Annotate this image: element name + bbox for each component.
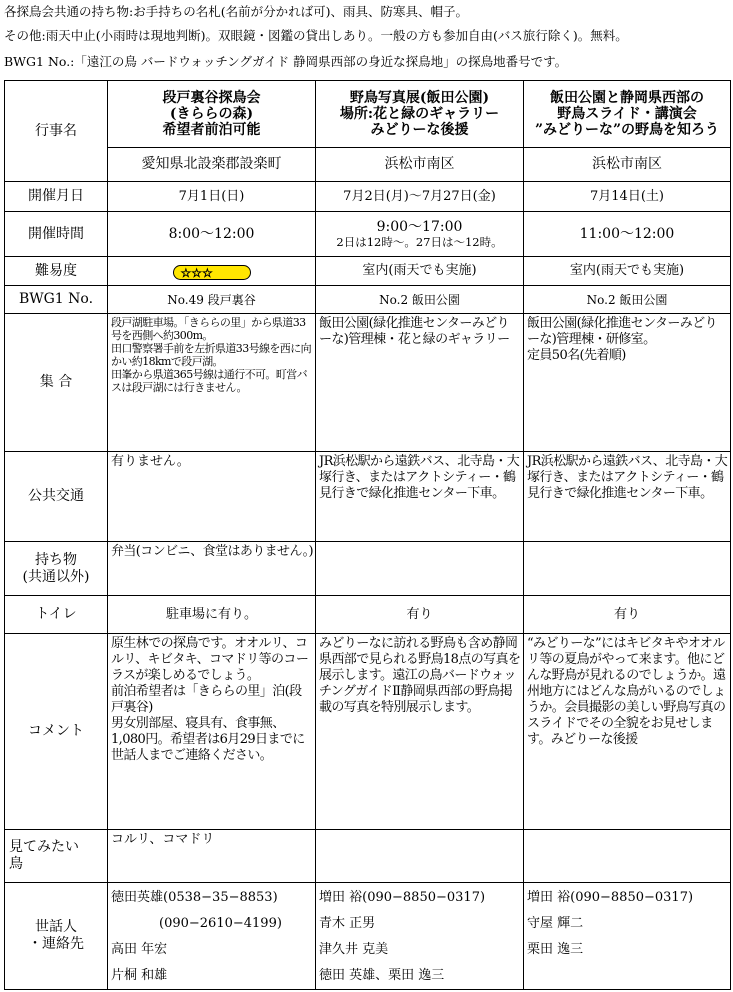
event-transit: 有りません。 [108, 452, 316, 542]
label-items: 持ち物 (共通以外) [5, 542, 108, 596]
event-toilet: 有り [316, 596, 524, 634]
event-title: 飯田公園と静岡県西部の 野鳥スライド・講演会 ”みどりーな”の野鳥を知ろう [524, 81, 731, 148]
event-birds [524, 830, 731, 883]
label-bwg: BWG1 No. [5, 286, 108, 314]
label-transit: 公共交通 [5, 452, 108, 542]
event-comment: “みどりーな”にはキビタキやオオルリ等の夏鳥がやって来ます。他にどんな野鳥が見れるのでしょうか。遠州地方にはどんな鳥がいるのでしょうか。会員撮影の美しい野鳥写真のスライドでその全貌をお見せします。みどりーな後援 [524, 634, 731, 830]
contact-person: 片桐 和雄 [111, 968, 168, 983]
contact-phone: (090−2610−4199) [159, 916, 282, 931]
contact-person: 栗田 逸三 [527, 942, 584, 957]
event-toilet: 有り [524, 596, 731, 634]
event-difficulty [108, 257, 316, 286]
event-items [316, 542, 524, 596]
event-comment: 原生林での探鳥です。オオルリ、コルリ、キビタキ、コマドリ等のコーラスが楽しめるでしょう。 前泊希望者は「きららの里」泊(段戸裏谷) 男女別部屋、寝具有、食事無、1,080円。希望者は6月29日までに世話人までご連絡ください。 [108, 634, 316, 830]
event-difficulty: 室内(雨天でも実施) [524, 257, 731, 286]
label-meeting: 集 合 [5, 314, 108, 452]
contact-person: 青木 正男 [319, 916, 376, 931]
label-toilet: トイレ [5, 596, 108, 634]
event-date: 7月2日(月)〜7月27日(金) [316, 182, 524, 212]
other-info-note: その他:雨天中止(小雨時は現地判断)。双眼鏡・図鑑の貸出しあり。一般の方も参加自由(バス旅行除く)。無料。 [4, 28, 628, 43]
event-meeting: 飯田公園(緑化推進センターみどりーな)管理棟・研修室。 定員50名(先着順) [524, 314, 731, 452]
event-birds [316, 830, 524, 883]
event-title: 段戸裏谷探鳥会 (きららの森) 希望者前泊可能 [108, 81, 316, 148]
event-time: 11:00〜12:00 [524, 212, 731, 257]
contact-person: 津久井 克美 [319, 942, 389, 957]
contact-person: 徳田 英雄、栗田 逸三 [319, 968, 445, 983]
event-location: 愛知県北設楽郡設楽町 [108, 148, 316, 182]
event-time: 9:00〜17:00 2日は12時〜。27日は〜12時。 [316, 212, 524, 257]
event-contacts [108, 883, 316, 990]
label-difficulty: 難易度 [5, 257, 108, 286]
event-difficulty: 室内(雨天でも実施) [316, 257, 524, 286]
event-bwg: No.49 段戸裏谷 [108, 286, 316, 314]
event-items [524, 542, 731, 596]
event-schedule-table [4, 80, 731, 990]
label-contact: 世話人 ・連絡先 [5, 883, 108, 990]
common-items-note: 各探鳥会共通の持ち物:お手持ちの名札(名前が分かれば可)、雨具、防寒具、帽子。 [4, 4, 468, 19]
event-contacts [316, 883, 524, 990]
label-time: 開催時間 [5, 212, 108, 257]
difficulty-stars-badge [173, 265, 251, 280]
event-bwg: No.2 飯田公園 [316, 286, 524, 314]
contact-person: 増田 裕(090−8850−0317) [319, 890, 486, 905]
bwg-number-note: BWG1 No.:「遠江の鳥 バードウォッチングガイド 静岡県西部の身近な探鳥地」の探鳥地番号です。 [4, 54, 568, 69]
event-transit: JR浜松駅から遠鉄バス、北寺島・大塚行き、またはアクトシティー・鶴見行きで緑化推進センター下車。 [316, 452, 524, 542]
event-items: 弁当(コンビニ、食堂はありません。) [108, 542, 316, 596]
event-bwg: No.2 飯田公園 [524, 286, 731, 314]
event-transit: JR浜松駅から遠鉄バス、北寺島・大塚行き、またはアクトシティー・鶴見行きで緑化推進センター下車。 [524, 452, 731, 542]
star-icon: ☆☆☆ [180, 265, 213, 280]
event-date: 7月1日(日) [108, 182, 316, 212]
event-title: 野鳥写真展(飯田公園) 場所:花と緑のギャラリー みどりーな後援 [316, 81, 524, 148]
label-date: 開催月日 [5, 182, 108, 212]
contact-person: 徳田英雄(0538−35−8853) [111, 890, 278, 905]
label-comment: コメント [5, 634, 108, 830]
event-birds: コルリ、コマドリ [108, 830, 316, 883]
event-location: 浜松市南区 [524, 148, 731, 182]
label-event-name: 行事名 [5, 81, 108, 182]
event-toilet: 駐車場に有り。 [108, 596, 316, 634]
contact-person: 増田 裕(090−8850−0317) [527, 890, 694, 905]
event-comment: みどりーなに訪れる野鳥も含め静岡県西部で見られる野鳥18点の写真を展示します。遠江の鳥バードウォッチングガイドⅡ静岡県西部の野鳥掲載の写真を特別展示します。 [316, 634, 524, 830]
event-time: 8:00〜12:00 [108, 212, 316, 257]
event-time-note: 2日は12時〜。27日は〜12時。 [336, 235, 503, 249]
contact-person: 守屋 輝二 [527, 916, 584, 931]
event-meeting: 段戸湖駐車場。「きららの里」から県道33号を西側へ約300m。 田口警察署手前を左折県道33号線を西に向かい約18kmで段戸湖。 田峯から県道365号線は通行不可。町営バスは段戸湖には行きません。 [108, 314, 316, 452]
label-birds: 見てみたい 鳥 [5, 830, 108, 883]
contact-person: 高田 年宏 [111, 942, 168, 957]
event-contacts [524, 883, 731, 990]
event-date: 7月14日(土) [524, 182, 731, 212]
event-meeting: 飯田公園(緑化推進センターみどりーな)管理棟・花と緑のギャラリー [316, 314, 524, 452]
event-location: 浜松市南区 [316, 148, 524, 182]
